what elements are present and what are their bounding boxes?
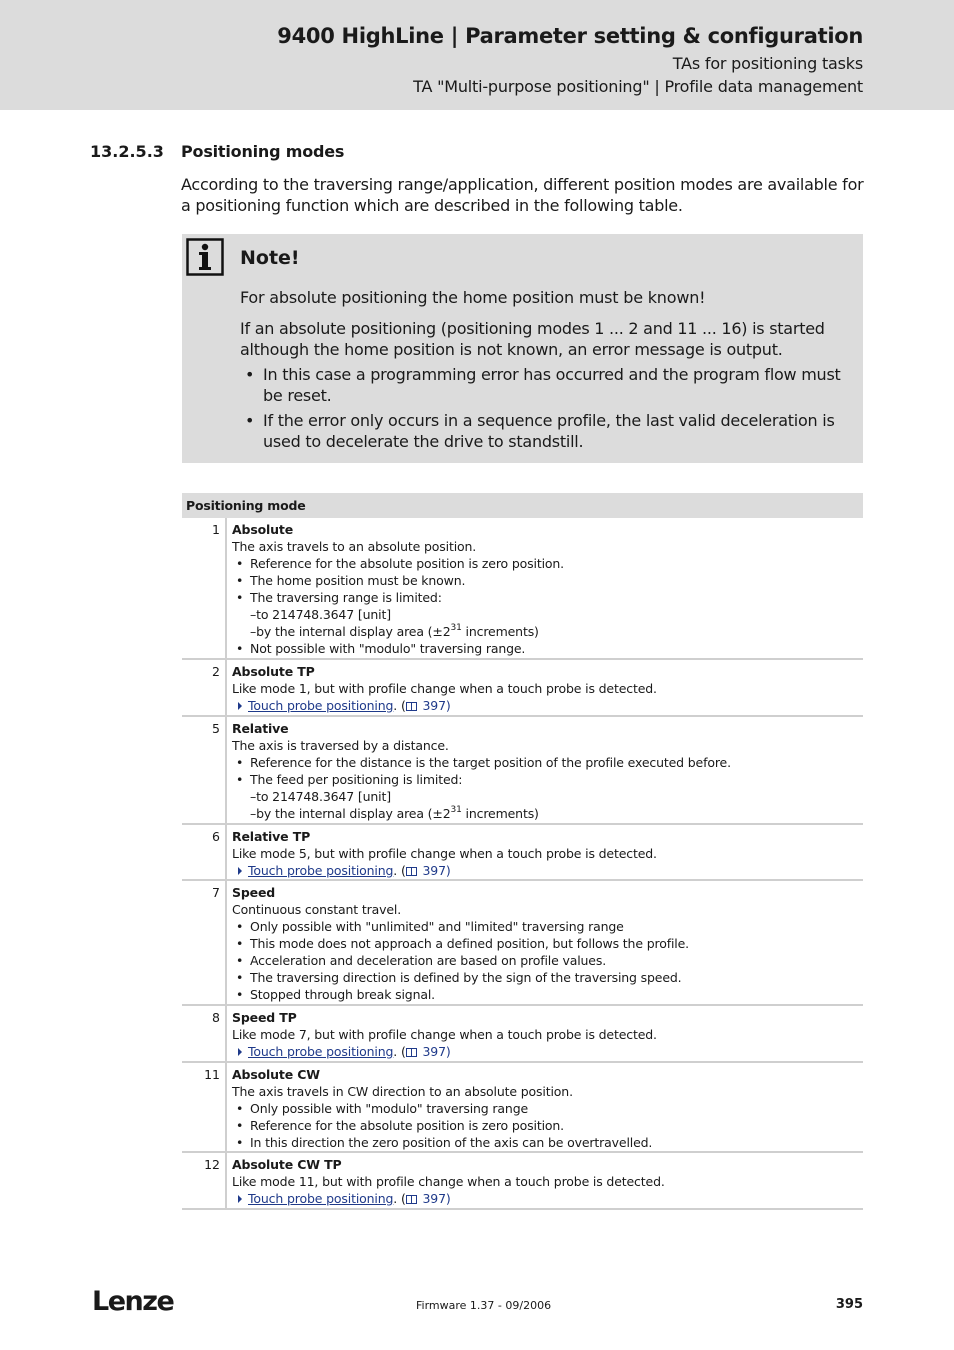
mode-bullet: • Acceleration and deceleration are based on profile values. (232, 952, 859, 969)
mode-text: The axis travels in CW direction to an absolute position. (232, 1084, 573, 1099)
mode-name: Speed (232, 885, 276, 900)
mode-subitem: –by the internal display area ($\pm 2^{31}$ increments) (250, 804, 539, 821)
mode-text: Like mode 5, but with profile change when a touch probe is detected. (232, 846, 657, 861)
touch-probe-link[interactable]: Touch probe positioning. ( 397) (232, 1043, 859, 1060)
mode-number: 6 (182, 825, 227, 879)
mode-name: Absolute TP (232, 664, 315, 679)
mode-bullet: • Reference for the absolute position is zero position. (232, 555, 859, 572)
mode-bullet: • Not possible with "modulo" traversing range. (232, 640, 859, 657)
mode-text: Continuous constant travel. (232, 902, 402, 917)
mode-number: 1 (182, 518, 227, 658)
lenze-logo: Lenze (92, 1286, 174, 1317)
table-header (182, 493, 863, 518)
table-row (182, 825, 863, 881)
mode-name: Absolute CW TP (232, 1157, 342, 1172)
table-row (182, 881, 863, 1006)
firmware-version: Firmware 1.37 - 09/2006 (416, 1299, 552, 1312)
mode-text: The axis travels to an absolute position. (232, 539, 477, 554)
mode-subitem: –to 214748.3647 [unit] (250, 789, 391, 804)
note-bullet-list (240, 365, 852, 457)
mode-bullet: • The traversing range is limited: (232, 589, 859, 606)
note-paragraph-2: If an absolute positioning (positioning modes 1 ... 2 and 11 ... 16) is started although the home position is not known, an error message is output. (240, 319, 825, 359)
note-title: Note! (240, 247, 300, 269)
note-bullet: • In this case a programming error has occurred and the program flow must be reset. (240, 365, 852, 406)
table-row (182, 1063, 863, 1153)
mode-bullet: • The feed per positioning is limited: (232, 771, 859, 788)
section-number: 13.2.5.3 (90, 142, 164, 161)
mode-description (232, 1066, 859, 1151)
mode-bullet: • Only possible with "unlimited" and "limited" traversing range (232, 918, 859, 935)
mode-bullet: • This mode does not approach a defined position, but follows the profile. (232, 935, 859, 952)
mode-name: Absolute (232, 522, 294, 537)
mode-bullet: • Stopped through break signal. (232, 986, 859, 1003)
mode-name: Absolute CW (232, 1067, 320, 1082)
mode-text: Like mode 1, but with profile change when a touch probe is detected. (232, 681, 657, 696)
mode-text: Like mode 7, but with profile change when a touch probe is detected. (232, 1027, 657, 1042)
page-header (0, 0, 954, 110)
page-number: 395 (835, 1297, 863, 1312)
mode-description (232, 1156, 859, 1207)
header-subtitle-chapter: TAs for positioning tasks (672, 54, 863, 73)
mode-text: The axis is traversed by a distance. (232, 738, 449, 753)
intro-paragraph: According to the traversing range/application, different position modes are available for a positioning function which are described in the following table. (181, 175, 864, 215)
mode-description (232, 1009, 859, 1060)
section-title: Positioning modes (181, 142, 345, 161)
table-header-label: Positioning mode (186, 498, 306, 513)
mode-bullet: • In this direction the zero position of the axis can be overtravelled. (232, 1134, 859, 1151)
book-icon (406, 1195, 417, 1204)
mode-description (232, 884, 859, 1003)
arrow-right-icon (238, 702, 242, 710)
arrow-right-icon (238, 1048, 242, 1056)
mode-description (232, 663, 859, 714)
mode-bullet: • Only possible with "modulo" traversing range (232, 1100, 859, 1117)
table-row (182, 1006, 863, 1063)
book-icon (406, 1048, 417, 1057)
mode-name: Relative (232, 721, 289, 736)
mode-bullet: • The traversing direction is defined by the sign of the traversing speed. (232, 969, 859, 986)
touch-probe-link[interactable]: Touch probe positioning. ( 397) (232, 862, 859, 879)
arrow-right-icon (238, 867, 242, 875)
mode-name: Relative TP (232, 829, 311, 844)
mode-name: Speed TP (232, 1010, 297, 1025)
table-row (182, 660, 863, 717)
mode-subitem: –by the internal display area ($\pm 2^{31}$ increments) (250, 622, 539, 639)
mode-text: Like mode 11, but with profile change when a touch probe is detected. (232, 1174, 665, 1189)
book-icon (406, 867, 417, 876)
mode-number: 2 (182, 660, 227, 715)
mode-number: 8 (182, 1006, 227, 1061)
mode-bullet: • The home position must be known. (232, 572, 859, 589)
touch-probe-link[interactable]: Touch probe positioning. ( 397) (232, 697, 859, 714)
touch-probe-link[interactable]: Touch probe positioning. ( 397) (232, 1190, 859, 1207)
note-box (182, 234, 863, 463)
mode-bullet: • Reference for the distance is the target position of the profile executed before. (232, 754, 859, 771)
mode-description (232, 720, 859, 822)
mode-number: 11 (182, 1063, 227, 1151)
mode-number: 5 (182, 717, 227, 823)
book-icon (406, 702, 417, 711)
mode-subitem: –to 214748.3647 [unit] (250, 607, 391, 622)
table-row (182, 1153, 863, 1210)
arrow-right-icon (238, 1195, 242, 1203)
table-row (182, 717, 863, 825)
mode-description (232, 521, 859, 657)
header-title: 9400 HighLine | Parameter setting & configuration (277, 24, 863, 48)
note-paragraph-1: For absolute positioning the home position must be known! (240, 288, 706, 307)
mode-number: 12 (182, 1153, 227, 1208)
note-bullet: • If the error only occurs in a sequence profile, the last valid deceleration is used to decelerate the drive to standstill. (240, 411, 852, 452)
mode-bullet: • Reference for the absolute position is zero position. (232, 1117, 859, 1134)
mode-description (232, 828, 859, 879)
header-subtitle-section: TA "Multi-purpose positioning" | Profile data management (413, 77, 863, 96)
mode-number: 7 (182, 881, 227, 1004)
info-icon (186, 238, 224, 276)
table-row (182, 518, 863, 660)
